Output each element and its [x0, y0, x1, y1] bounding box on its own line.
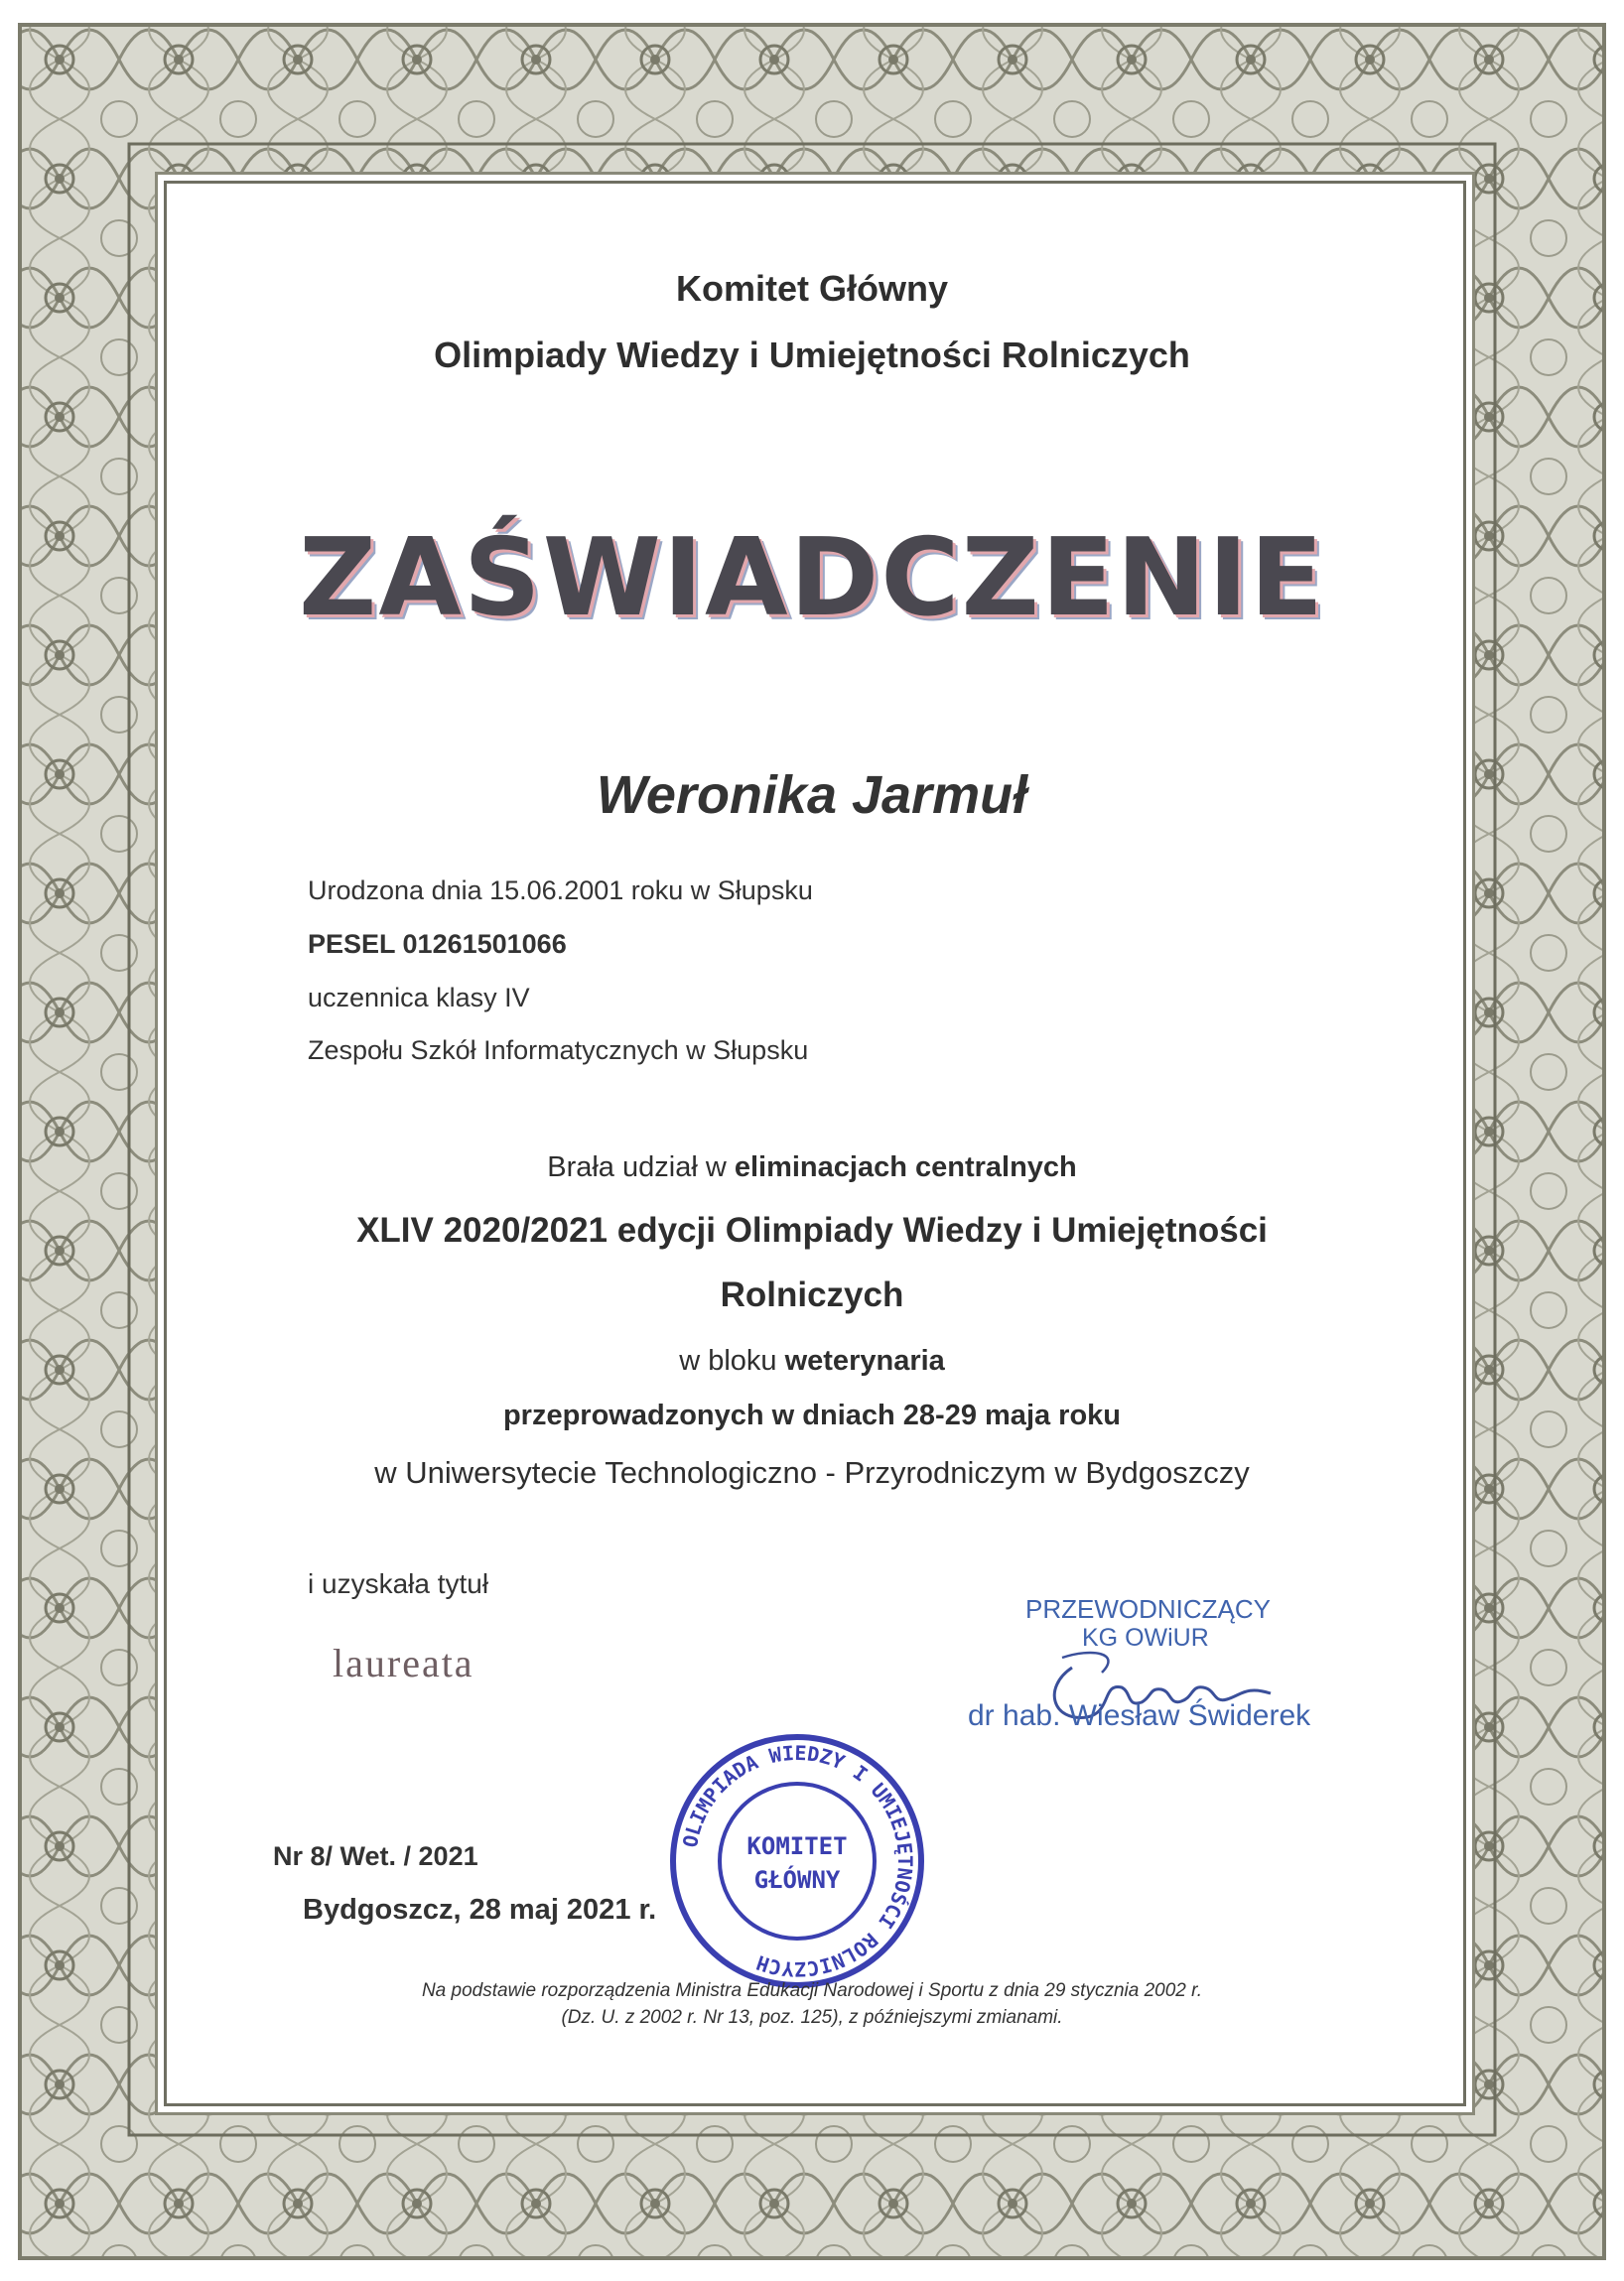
block-line: [0, 1345, 1624, 1378]
school-info: Zespołu Szkół Informatycznych w Słupsku: [308, 1035, 809, 1065]
block-name: weterynaria: [784, 1345, 945, 1377]
certificate-number: Nr 8/ Wet. / 2021: [273, 1841, 478, 1871]
committee-line1: Komitet Główny: [675, 268, 948, 309]
block-prefix: w bloku: [679, 1345, 785, 1377]
edition-line1: XLIV 2020/2021 edycji Olimpiady Wiedzy i Umiejętności: [356, 1211, 1268, 1250]
birth-info: Urodzona dnia 15.06.2001 roku w Słupsku: [308, 875, 813, 905]
legal-basis-line1: Na podstawie rozporządzenia Ministra Edukacji Narodowej i Sportu z dnia 29 stycznia 2002 r.: [421, 1980, 1203, 2001]
dates-line: przeprowadzonych w dniach 28-29 maja roku: [502, 1400, 1122, 1431]
participation-line: [0, 1151, 1624, 1184]
participation-level: eliminacjach centralnych: [734, 1151, 1077, 1183]
awarded-title: laureata: [333, 1641, 474, 1685]
edition-line2: Rolniczych: [720, 1275, 904, 1314]
pesel-number: PESEL 01261501066: [308, 929, 567, 959]
legal-basis-line2: (Dz. U. z 2002 r. Nr 13, poz. 125), z późniejszymi zmianami.: [561, 2007, 1063, 2028]
title-prefix: i uzyskała tytuł: [308, 1568, 489, 1599]
certificate-title: ZAŚWIADCZENIE: [299, 516, 1325, 640]
recipient-name: Weronika Jarmuł: [596, 765, 1028, 825]
participation-prefix: Brała udział w: [547, 1151, 735, 1183]
place-and-date: Bydgoszcz, 28 maj 2021 r.: [303, 1894, 657, 1926]
signatory-role-line2: KG OWiUR: [1082, 1624, 1209, 1652]
signatory-name: dr hab. Wiesław Świderek: [968, 1699, 1311, 1732]
official-stamp: [663, 1727, 931, 1995]
signatory-role-line1: PRZEWODNICZĄCY: [1025, 1594, 1271, 1624]
location-line: w Uniwersytecie Technologiczno - Przyrodniczym w Bydgoszczy: [374, 1455, 1250, 1490]
class-info: uczennica klasy IV: [308, 983, 530, 1012]
committee-line2: Olimpiady Wiedzy i Umiejętności Rolniczych: [434, 335, 1190, 375]
stamp-center-line1: KOMITET: [746, 1832, 848, 1860]
stamp-center-line2: GŁÓWNY: [753, 1866, 841, 1894]
stamp-ring-text: OLIMPIADA WIEDZY I UMIEJĘTNOŚCI ROLNICZYCH: [677, 1740, 918, 1982]
